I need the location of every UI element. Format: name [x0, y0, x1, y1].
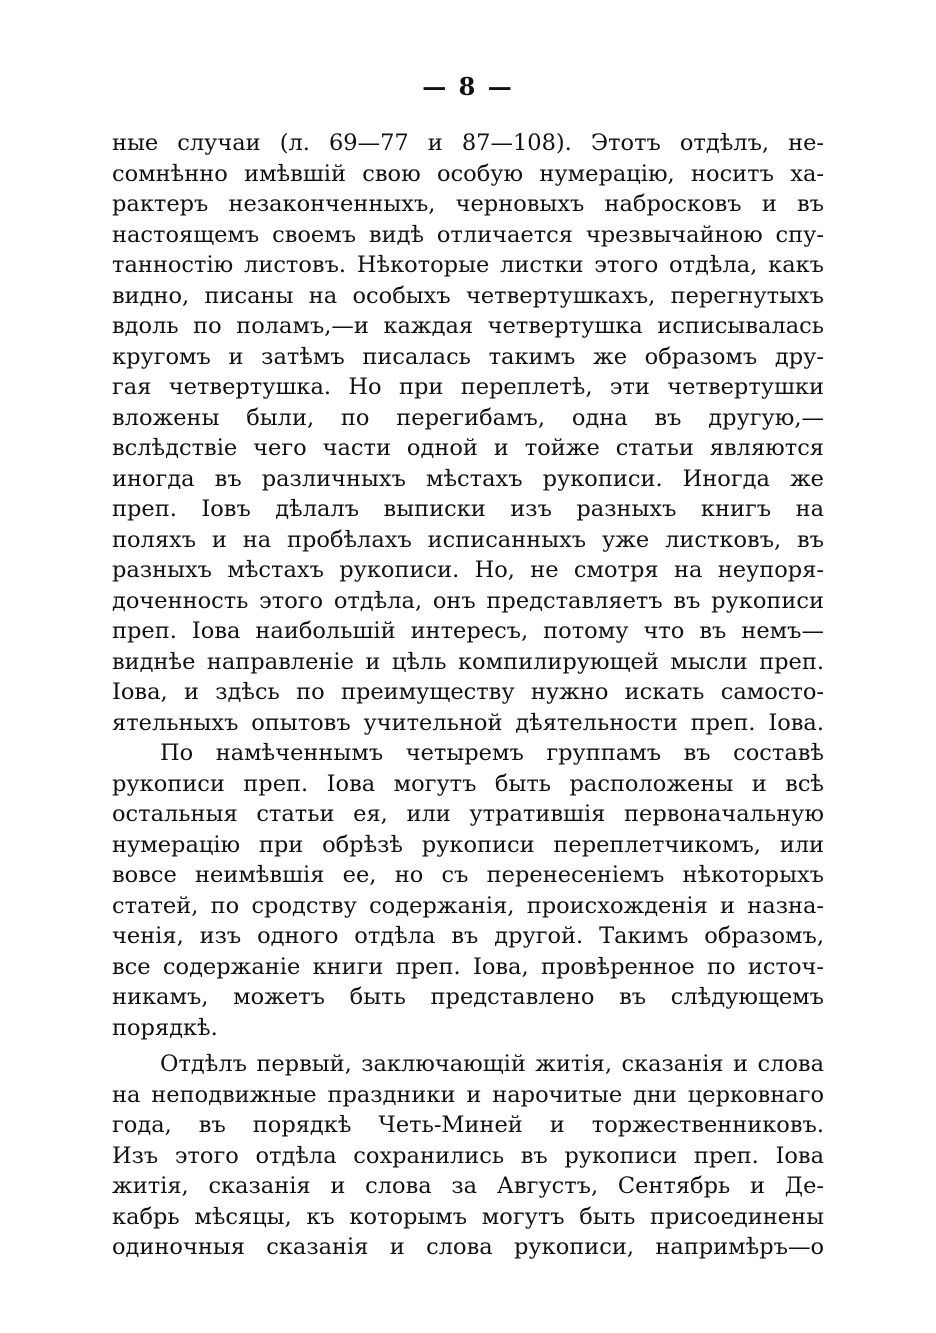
- paragraph-3: [112, 1049, 824, 1263]
- text-line: года, въ порядкѣ Четь-Миней и торжественниковъ.: [112, 1112, 824, 1138]
- text-line: преп. Іовъ дѣлалъ выписки изъ разныхъ книгъ на: [112, 496, 824, 522]
- text-line: статей, по сродству содержанія, происхожденія и назна-: [112, 892, 824, 919]
- text-line: настоящемъ своемъ видѣ отличается чрезвычайною спу-: [112, 221, 824, 248]
- text-line: порядкѣ.: [112, 1014, 218, 1041]
- text-line: поляхъ и на пробѣлахъ исписанныхъ уже листковъ, въ: [112, 526, 824, 553]
- text-line: танностію листовъ. Нѣкоторые листки этого отдѣла, какъ: [112, 252, 824, 278]
- text-line: остальныя статьи ея, или утратившія первоначальную: [112, 801, 824, 827]
- text-line: рактеръ незаконченныхъ, черновыхъ набросковъ и въ: [112, 191, 824, 217]
- text-line: Іова, и здѣсь по преимуществу нужно искать самосто-: [112, 679, 824, 705]
- text-line: преп. Іова наибольшій интересъ, потому что въ немъ—: [112, 618, 824, 644]
- text-line: Отдѣлъ первый, заключающій житія, сказанія и слова: [160, 1051, 824, 1077]
- text-line: Изъ этого отдѣла сохранились въ рукописи преп. Іова: [112, 1142, 824, 1169]
- text-line: доченность этого отдѣла, онъ представляетъ въ рукописи: [112, 587, 824, 614]
- text-line: гая четвертушка. Но при переплетѣ, эти четвертушки: [112, 374, 824, 400]
- text-line: сомнѣнно имѣвшій свою особую нумерацію, носитъ ха-: [112, 160, 824, 187]
- text-line: житія, сказанія и слова за Августъ, Сентябрь и Де-: [112, 1173, 824, 1199]
- text-line: одиночныя сказанія и слова рукописи, напримѣръ—о: [112, 1234, 824, 1260]
- text-line: все содержаніе книги преп. Іова, провѣренное по источ-: [112, 953, 824, 980]
- paragraph-1: [112, 128, 824, 738]
- text-line: виднѣе направленіе и цѣль компилирующей мысли преп.: [112, 648, 824, 675]
- text-line: вовсе неимѣвшія ее, но съ перенесеніемъ нѣкоторыхъ: [112, 862, 824, 888]
- text-line: ные случаи (л. 69—77 и 87—108). Этотъ отдѣлъ, не-: [112, 130, 824, 156]
- text-line: на неподвижные праздники и нарочитые дни церковнаго: [112, 1081, 824, 1108]
- text-line: ченія, изъ одного отдѣла въ другой. Такимъ образомъ,: [112, 923, 824, 949]
- text-line: вложены были, по перегибамъ, одна въ другую,—: [112, 404, 824, 431]
- text-line: ятельныхъ опытовъ учительной дѣятельности преп. Іова.: [112, 709, 824, 736]
- text-line: рукописи преп. Іова могутъ быть расположены и всѣ: [112, 770, 824, 797]
- text-line: иногда въ различныхъ мѣстахъ рукописи. Иногда же: [112, 465, 824, 492]
- page-number: — 8 —: [422, 72, 514, 101]
- text-line: разныхъ мѣстахъ рукописи. Но, не смотря на неупоря-: [112, 557, 824, 583]
- text-line: нумерацію при обрѣзѣ рукописи переплетчикомъ, или: [112, 831, 824, 858]
- text-line: вдоль по поламъ,—и каждая четвертушка исписывалась: [112, 313, 824, 339]
- text-line: кругомъ и затѣмъ писалась такимъ же образомъ дру-: [112, 343, 824, 370]
- text-line: кабрь мѣсяцы, къ которымъ могутъ быть присоединены: [112, 1203, 824, 1230]
- text-line: вслѣдствіе чего части одной и тойже статьи являются: [112, 435, 824, 461]
- body-text: [112, 128, 824, 1263]
- text-line: По намѣченнымъ четыремъ группамъ въ составѣ: [160, 740, 824, 766]
- text-line: видно, писаны на особыхъ четвертушкахъ, перегнутыхъ: [112, 282, 824, 309]
- text-line: никамъ, можетъ быть представлено въ слѣдующемъ: [112, 984, 824, 1010]
- paragraph-2: [112, 738, 824, 1043]
